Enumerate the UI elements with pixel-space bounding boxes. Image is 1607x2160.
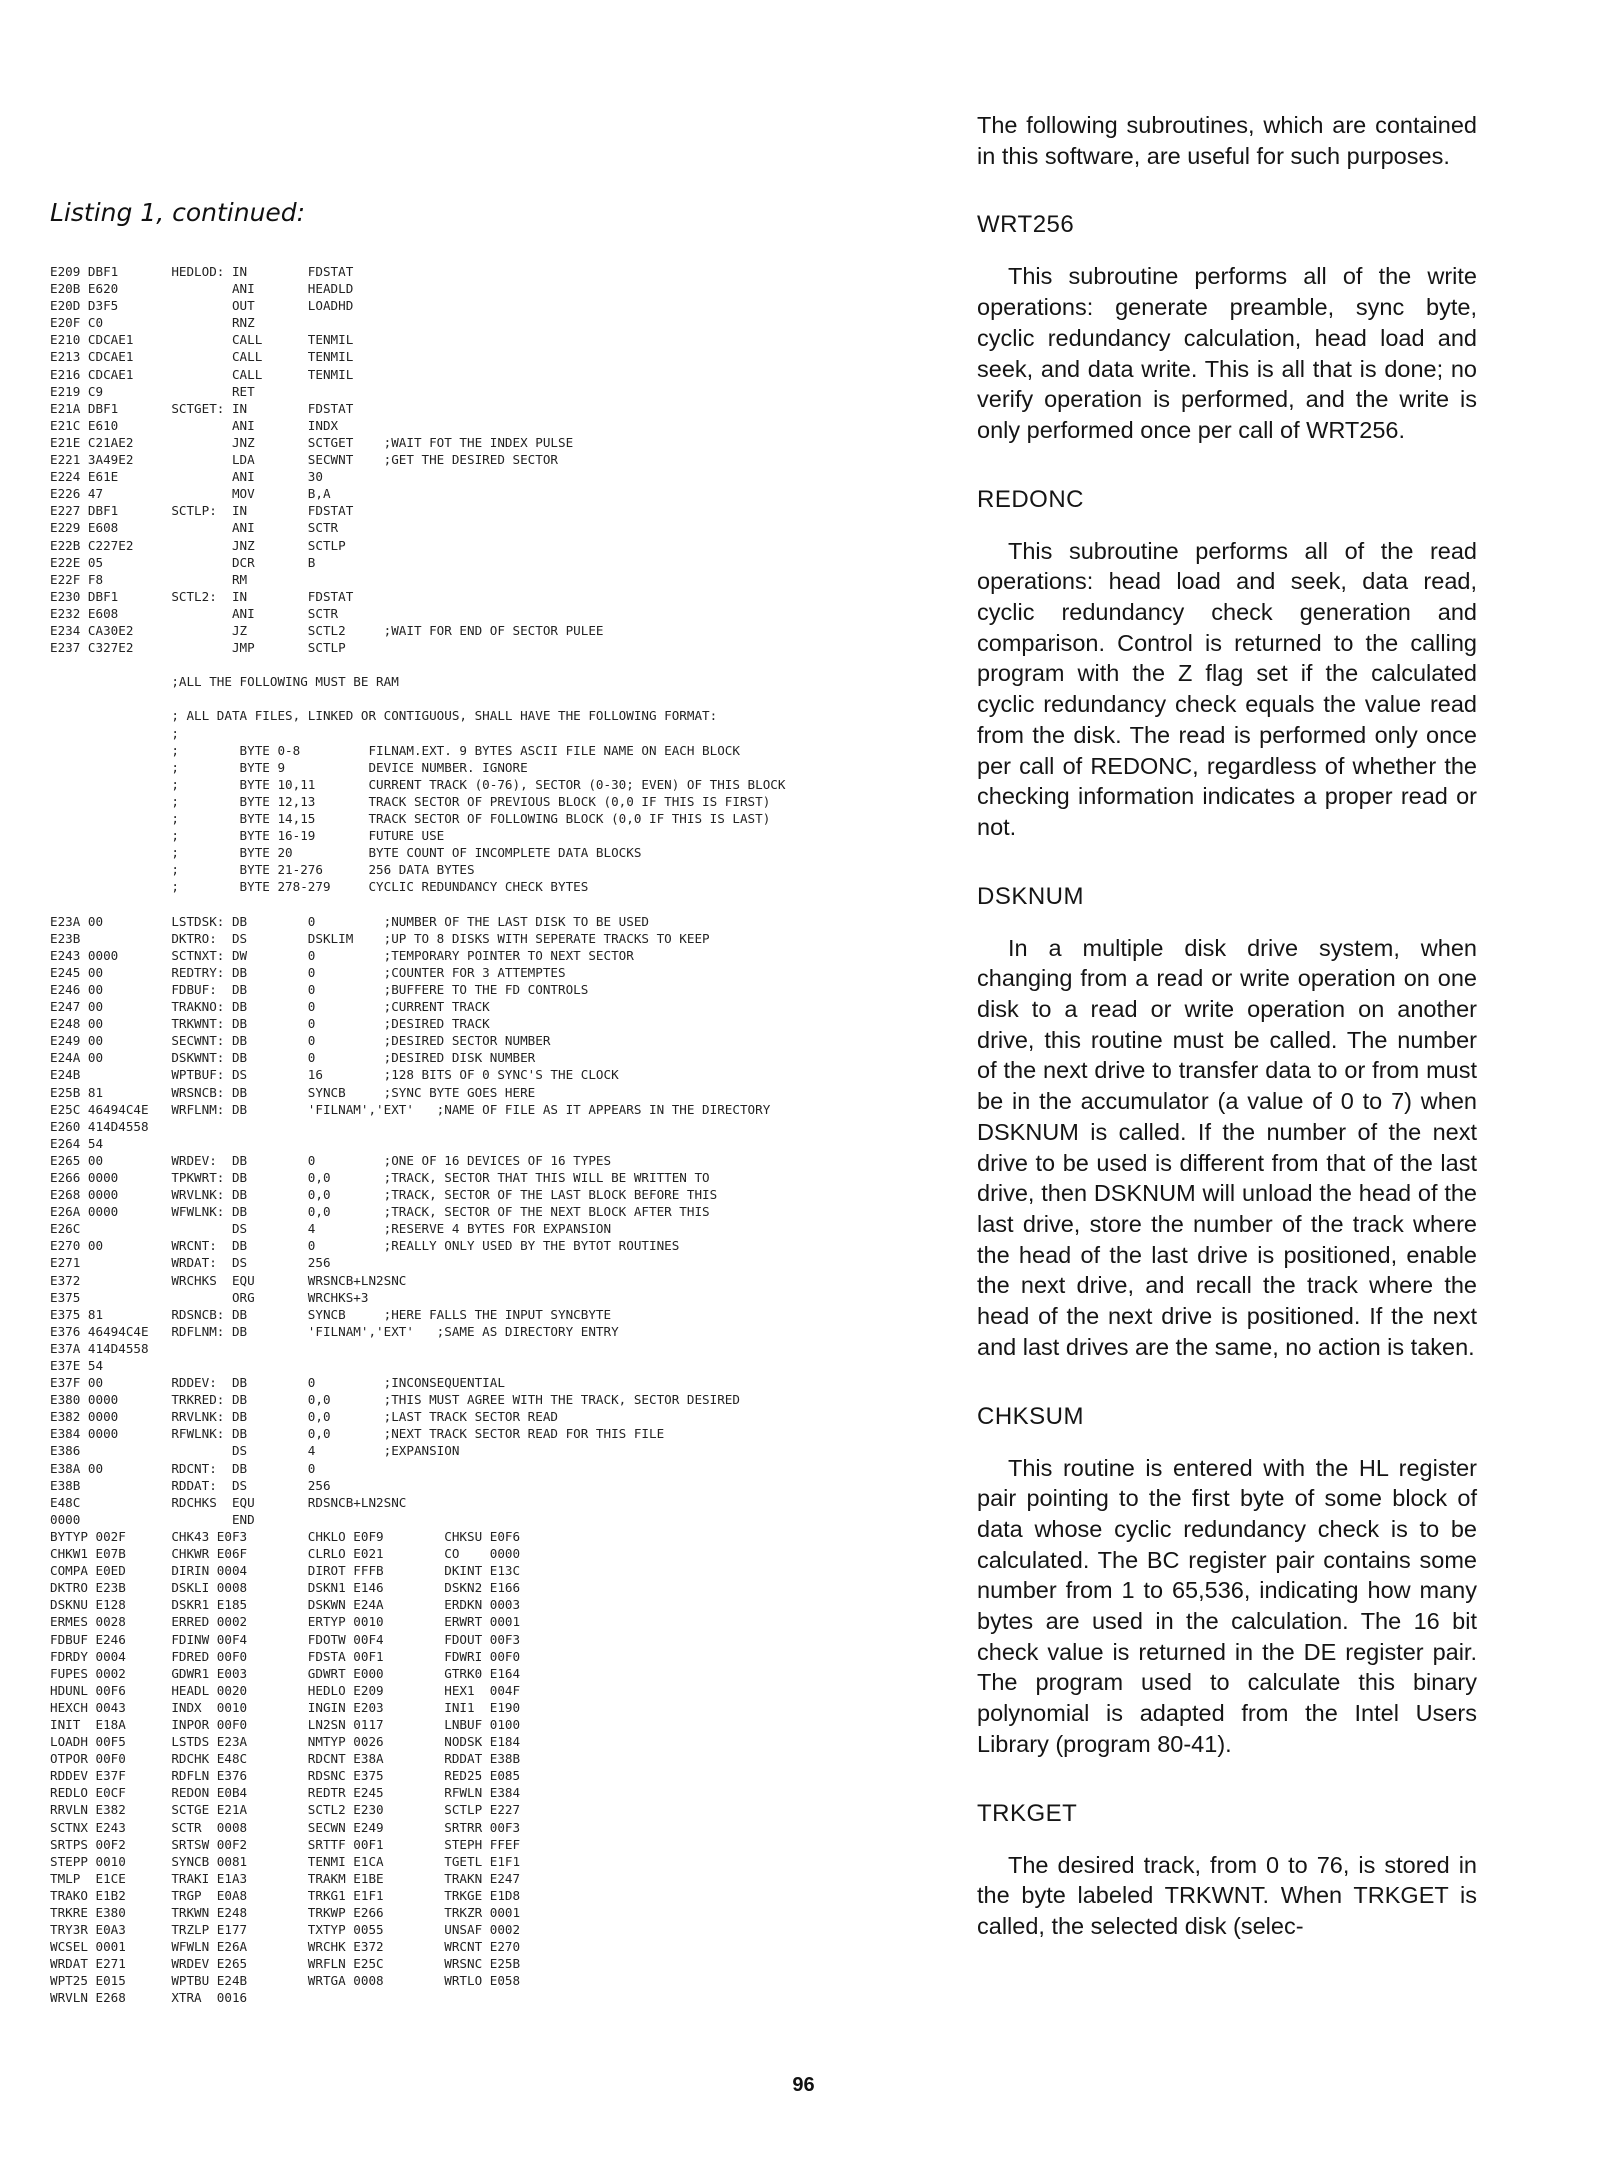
listing-line: E248 00 TRKWNT: DB 0 ;DESIRED TRACK — [50, 1016, 490, 1032]
listing-line: E20F C0 RNZ — [50, 315, 255, 331]
listing-line: FDBUF E246 FDINW 00F4 FDOTW 00F4 FDOUT 00F3 — [50, 1631, 521, 1647]
listing-line: E227 DBF1 SCTLP: IN FDSTAT — [50, 503, 354, 519]
listing-line: FUPES 0002 GDWR1 E003 GDWRT E000 GTRK0 E164 — [50, 1665, 521, 1681]
section-heading-redonc: REDONC — [977, 485, 1085, 513]
listing-line: BYTYP 002F CHK43 E0F3 CHKLO E0F9 CHKSU E0F6 — [50, 1528, 521, 1544]
section-body-dsknum: In a multiple disk drive system, when changing from a read or write operation on one disk to a read or write operation on another drive, this routine must be called. The number of the next drive to transfer data to or from must be in the accumulator (a value of 0 to 7) when DSKNUM is called. If the number of the next drive to be used is different from that of the last drive, then DSKNUM will unload the head of the last drive, store the number of the track where the head of the last drive is positioned, enable the next drive, and recall the track where the head of the next drive is positioned. If the next and last drives are the same, no action is taken. — [977, 934, 1477, 1360]
listing-line: E221 3A49E2 LDA SECWNT ;GET THE DESIRED SECTOR — [50, 452, 558, 468]
listing-line: COMPA E0ED DIRIN 0004 DIROT FFFB DKINT E13C — [50, 1563, 521, 1579]
listing-line: E25B 81 WRSNCB: DB SYNCB ;SYNC BYTE GOES HERE — [50, 1084, 536, 1100]
listing-line: E265 00 WRDEV: DB 0 ;ONE OF 16 DEVICES OF 16 TYPES — [50, 1152, 612, 1168]
listing-line: E270 00 WRCNT: DB 0 ;REALLY ONLY USED BY THE BYTOT ROUTINES — [50, 1238, 680, 1254]
listing-line: E375 ORG WRCHKS+3 — [50, 1289, 369, 1305]
listing-line: SRTPS 00F2 SRTSW 00F2 SRTTF 00F1 STEPH FFEF — [50, 1836, 521, 1852]
listing-line: WRVLN E268 XTRA 0016 — [50, 1990, 248, 2006]
listing-line: ; ALL DATA FILES, LINKED OR CONTIGUOUS, SHALL HAVE THE FOLLOWING FORMAT: — [50, 708, 718, 724]
listing-line: E22B C227E2 JNZ SCTLP — [50, 537, 346, 553]
listing-line: E23A 00 LSTDSK: DB 0 ;NUMBER OF THE LAST DISK TO BE USED — [50, 913, 649, 929]
intro-paragraph: The following subroutines, which are contained in this software, are useful for such purposes. — [977, 112, 1477, 169]
listing-line: REDLO E0CF REDON E0B4 REDTR E245 RFWLN E384 — [50, 1785, 521, 1801]
listing-line: E380 0000 TRKRED: DB 0,0 ;THIS MUST AGREE WITH THE TRACK, SECTOR DESIRED — [50, 1392, 740, 1408]
listing-line: RDDEV E37F RDFLN E376 RDSNC E375 RED25 E085 — [50, 1768, 521, 1784]
listing-line: DKTRO E23B DSKLI 0008 DSKN1 E146 DSKN2 E166 — [50, 1580, 521, 1596]
listing-line: E20B E620 ANI HEADLD — [50, 281, 354, 297]
listing-line: ; BYTE 10,11 CURRENT TRACK (0-76), SECTOR (0-30; EVEN) OF THIS BLOCK — [50, 776, 786, 792]
listing-line: E266 0000 TPKWRT: DB 0,0 ;TRACK, SECTOR THAT THIS WILL BE WRITTEN TO — [50, 1169, 710, 1185]
listing-line: ; BYTE 16-19 FUTURE USE — [50, 828, 445, 844]
listing-line — [50, 656, 985, 673]
listing-line: E237 C327E2 JMP SCTLP — [50, 640, 346, 656]
listing-line: E26C DS 4 ;RESERVE 4 BYTES FOR EXPANSION — [50, 1221, 612, 1237]
listing-line: E21A DBF1 SCTGET: IN FDSTAT — [50, 400, 354, 416]
listing-line: TMLP E1CE TRAKI E1A3 TRAKM E1BE TRAKN E247 — [50, 1870, 521, 1886]
listing-line: TRY3R E0A3 TRZLP E177 TXTYP 0055 UNSAF 0002 — [50, 1922, 521, 1938]
listing-line: HDUNL 00F6 HEADL 0020 HEDLO E209 HEX1 004F — [50, 1682, 521, 1698]
section-body-wrt256: This subroutine performs all of the write operations: generate preamble, sync byte, cyclic redundancy calculation, head load and seek, and data write. This is all that is done; no verify operation is performed, and the write is only performed once per call of WRT256. — [977, 263, 1477, 443]
listing-line: TRAKO E1B2 TRGP E0A8 TRKG1 E1F1 TRKGE E1D8 — [50, 1887, 521, 1903]
listing-line: E21C E610 ANI INDX — [50, 417, 339, 433]
listing-line: E232 E608 ANI SCTR — [50, 605, 339, 621]
listing-line: E24A 00 DSKWNT: DB 0 ;DESIRED DISK NUMBER — [50, 1050, 536, 1066]
listing-line: E210 CDCAE1 CALL TENMIL — [50, 332, 354, 348]
listing-line: E376 46494C4E RDFLNM: DB 'FILNAM','EXT' ;SAME AS DIRECTORY ENTRY — [50, 1323, 619, 1339]
section-heading-dsknum: DSKNUM — [977, 882, 1085, 910]
listing-line: OTPOR 00F0 RDCHK E48C RDCNT E38A RDDAT E38B — [50, 1751, 521, 1767]
listing-line: ; BYTE 14,15 TRACK SECTOR OF FOLLOWING BLOCK (0,0 IF THIS IS LAST) — [50, 811, 771, 826]
listing-line: E249 00 SECWNT: DB 0 ;DESIRED SECTOR NUMBER — [50, 1033, 551, 1049]
listing-line: E21E C21AE2 JNZ SCTGET ;WAIT FOT THE INDEX PULSE — [50, 434, 574, 450]
right-column — [977, 110, 1477, 1942]
listing-line: E216 CDCAE1 CALL TENMIL — [50, 366, 354, 382]
listing-line: E209 DBF1 HEDLOD: IN FDSTAT — [50, 264, 354, 279]
listing-line: ; — [50, 725, 179, 741]
listing-line: E22F F8 RM — [50, 571, 248, 587]
listing-line: ; BYTE 20 BYTE COUNT OF INCOMPLETE DATA BLOCKS — [50, 845, 642, 861]
section-heading-chksum: CHKSUM — [977, 1402, 1085, 1430]
section-heading-wrt256: WRT256 — [977, 211, 1075, 239]
listing-line: E22E 05 DCR B — [50, 554, 316, 570]
listing-line: E243 0000 SCTNXT: DW 0 ;TEMPORARY POINTER TO NEXT SECTOR — [50, 947, 634, 963]
listing-line: E24B WPTBUF: DS 16 ;128 BITS OF 0 SYNC'S THE CLOCK — [50, 1067, 619, 1083]
listing-line: E375 81 RDSNCB: DB SYNCB ;HERE FALLS THE INPUT SYNCBYTE — [50, 1306, 612, 1322]
section-body-chksum: This routine is entered with the HL register pair pointing to the first byte of some block of data whose cyclic redundancy check is to be calculated. The BC register pair contains some number from 1 to 65,536, indicating how many bytes are used in the calculation. The 16 bit check value is returned in the DE register pair. The program used to calculate this binary polynomial is adapted from the Intel Users Library (program 80-41). — [977, 1454, 1477, 1757]
listing-line: FDRDY 0004 FDRED 00F0 FDSTA 00F1 FDWRI 00F0 — [50, 1648, 521, 1664]
listing-line: E37E 54 — [50, 1358, 104, 1373]
listing-line: ERMES 0028 ERRED 0002 ERTYP 0010 ERWRT 0001 — [50, 1614, 521, 1630]
section-body-trkget: The desired track, from 0 to 76, is stored in the byte labeled TRKWNT. When TRKGET is called, the selected disk (selec- — [977, 1851, 1477, 1939]
listing-line: WCSEL 0001 WFWLN E26A WRCHK E372 WRCNT E270 — [50, 1939, 521, 1955]
listing-line: E230 DBF1 SCTL2: IN FDSTAT — [50, 588, 354, 604]
listing-line: ; BYTE 21-276 256 DATA BYTES — [50, 862, 475, 878]
section-body-redonc: This subroutine performs all of the read operations: head load and seek, data read, cyclic redundancy check generation and comparison. Control is returned to the calling program with the Z flag set if the calculated cyclic redundancy check equals the value read from the disk. The read is performed only once per call of REDONC, regardless of whether the checking information indicates a proper read or not. — [977, 537, 1477, 840]
page-number: 96 — [792, 2074, 815, 2096]
listing-line: E271 WRDAT: DS 256 — [50, 1255, 331, 1271]
listing-line: 0000 END — [50, 1511, 255, 1527]
listing-caption: Listing 1, continued: — [50, 198, 306, 227]
listing-line: E268 0000 WRVLNK: DB 0,0 ;TRACK, SECTOR OF THE LAST BLOCK BEFORE THIS — [50, 1187, 718, 1203]
listing-line: E37A 414D4558 — [50, 1340, 149, 1356]
listing-line — [50, 895, 985, 912]
listing-line: WPT25 E015 WPTBU E24B WRTGA 0008 WRTLO E058 — [50, 1973, 521, 1989]
listing-line: WRDAT E271 WRDEV E265 WRFLN E25C WRSNC E25B — [50, 1956, 521, 1972]
listing-line: HEXCH 0043 INDX 0010 INGIN E203 INI1 E190 — [50, 1699, 521, 1715]
listing-line: E260 414D4558 — [50, 1118, 149, 1134]
listing-line: TRKRE E380 TRKWN E248 TRKWP E266 TRKZR 0001 — [50, 1905, 521, 1920]
section-heading-trkget: TRKGET — [977, 1799, 1078, 1827]
listing-line: STEPP 0010 SYNCB 0081 TENMI E1CA TGETL E1F1 — [50, 1853, 521, 1869]
listing-line: E20D D3F5 OUT LOADHD — [50, 298, 354, 314]
listing-line: E246 00 FDBUF: DB 0 ;BUFFERE TO THE FD CONTROLS — [50, 981, 589, 997]
listing-line: DSKNU E128 DSKR1 E185 DSKWN E24A ERDKN 0003 — [50, 1597, 521, 1613]
listing-line: ;ALL THE FOLLOWING MUST BE RAM — [50, 674, 399, 690]
listing-line: ; BYTE 0-8 FILNAM.EXT. 9 BYTES ASCII FILE NAME ON EACH BLOCK — [50, 742, 740, 758]
listing-line: E229 E608 ANI SCTR — [50, 520, 339, 536]
listing-line: E382 0000 RRVLNK: DB 0,0 ;LAST TRACK SECTOR READ — [50, 1409, 558, 1425]
listing-line: E219 C9 RET — [50, 383, 255, 399]
listing-line: SCTNX E243 SCTR 0008 SECWN E249 SRTRR 00F3 — [50, 1819, 521, 1835]
listing-line: E245 00 REDTRY: DB 0 ;COUNTER FOR 3 ATTEMPTES — [50, 964, 566, 980]
listing-line: E234 CA30E2 JZ SCTL2 ;WAIT FOR END OF SECTOR PULEE — [50, 622, 604, 638]
listing-line: LOADH 00F5 LSTDS E23A NMTYP 0026 NODSK E184 — [50, 1734, 521, 1750]
listing-line: ; BYTE 9 DEVICE NUMBER. IGNORE — [50, 759, 528, 775]
listing-line: E226 47 MOV B,A — [50, 486, 331, 502]
listing-line: E224 E61E ANI 30 — [50, 469, 323, 485]
listing-line: E386 DS 4 ;EXPANSION — [50, 1443, 460, 1459]
listing-line: E384 0000 RFWLNK: DB 0,0 ;NEXT TRACK SECTOR READ FOR THIS FILE — [50, 1426, 665, 1442]
listing-line: CHKW1 E07B CHKWR E06F CLRLO E021 CO 0000 — [50, 1546, 521, 1562]
listing-line: E372 WRCHKS EQU WRSNCB+LN2SNC — [50, 1272, 407, 1288]
listing-line: E213 CDCAE1 CALL TENMIL — [50, 349, 354, 365]
listing-line: E38B RDDAT: DS 256 — [50, 1477, 331, 1493]
listing-line: E38A 00 RDCNT: DB 0 — [50, 1460, 316, 1476]
listing-line: E48C RDCHKS EQU RDSNCB+LN2SNC — [50, 1494, 407, 1510]
listing-line: E264 54 — [50, 1135, 104, 1151]
listing-line: E247 00 TRAKNO: DB 0 ;CURRENT TRACK — [50, 999, 490, 1015]
listing-line: ; BYTE 12,13 TRACK SECTOR OF PREVIOUS BLOCK (0,0 IF THIS IS FIRST) — [50, 793, 771, 809]
listing-line: E25C 46494C4E WRFLNM: DB 'FILNAM','EXT' ;NAME OF FILE AS IT APPEARS IN THE DIRECTORY — [50, 1101, 771, 1117]
listing-line: ; BYTE 278-279 CYCLIC REDUNDANCY CHECK BYTES — [50, 879, 589, 895]
listing-line — [50, 690, 985, 707]
listing-line: RRVLN E382 SCTGE E21A SCTL2 E230 SCTLP E227 — [50, 1802, 521, 1818]
listing-line: E23B DKTRO: DS DSKLIM ;UP TO 8 DISKS WITH SEPERATE TRACKS TO KEEP — [50, 930, 710, 946]
listing-line: E37F 00 RDDEV: DB 0 ;INCONSEQUENTIAL — [50, 1375, 505, 1391]
code-listing — [50, 263, 985, 2023]
listing-line: INIT E18A INPOR 00F0 LN2SN 0117 LNBUF 0100 — [50, 1716, 521, 1732]
listing-line: E26A 0000 WFWLNK: DB 0,0 ;TRACK, SECTOR OF THE NEXT BLOCK AFTER THIS — [50, 1204, 710, 1220]
